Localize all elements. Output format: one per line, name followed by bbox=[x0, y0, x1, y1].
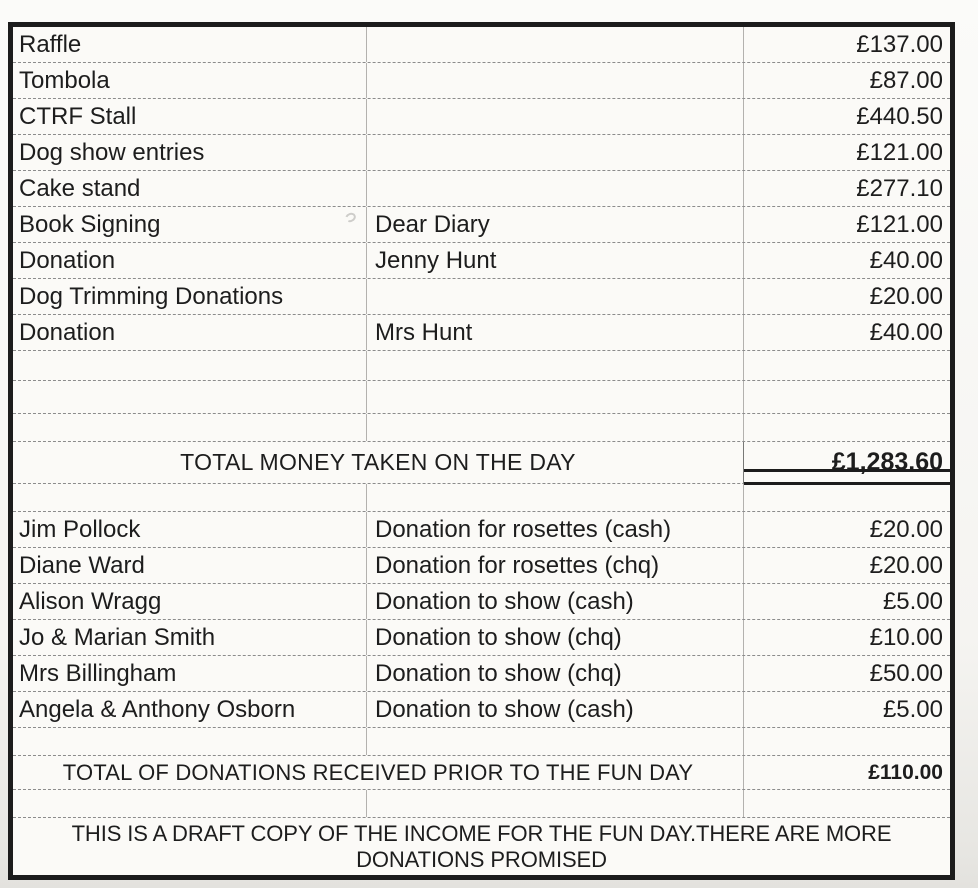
item-detail-cell: Donation to show (cash) bbox=[367, 584, 744, 619]
item-amount-cell: £277.10 bbox=[856, 174, 943, 202]
item-name-cell: CTRF Stall bbox=[13, 99, 367, 134]
table-row bbox=[13, 171, 950, 207]
item-detail-cell: Jenny Hunt bbox=[367, 243, 744, 278]
item-detail-cell: Donation for rosettes (chq) bbox=[367, 548, 744, 583]
empty-cell bbox=[744, 484, 950, 511]
item-amount-cell: £5.00 bbox=[882, 695, 943, 723]
item-amount-cell: £121.00 bbox=[856, 138, 943, 166]
item-name-cell: Book Signing bbox=[13, 207, 367, 242]
table-row bbox=[13, 315, 950, 351]
table-row bbox=[13, 656, 950, 692]
table-row bbox=[13, 27, 950, 63]
item-name-cell: Cake stand bbox=[13, 171, 367, 206]
item-detail-cell bbox=[367, 279, 744, 314]
item-amount-cell: £87.00 bbox=[869, 66, 943, 94]
table-row bbox=[13, 63, 950, 99]
empty-cell bbox=[744, 351, 950, 380]
item-detail-cell: Mrs Hunt bbox=[367, 315, 744, 350]
empty-cell bbox=[13, 728, 367, 755]
item-name-cell: Mrs Billingham bbox=[13, 656, 367, 691]
item-amount-cell: £10.00 bbox=[869, 623, 943, 651]
item-amount-cell: £440.50 bbox=[856, 102, 943, 130]
item-amount-cell: £20.00 bbox=[869, 282, 943, 310]
item-amount-cell: £137.00 bbox=[856, 30, 943, 58]
item-name-cell: Tombola bbox=[13, 63, 367, 98]
total-donations-amount: £110.00 bbox=[868, 760, 943, 784]
table-row bbox=[13, 279, 950, 315]
item-name-cell: Angela & Anthony Osborn bbox=[13, 692, 367, 727]
total-donations-row bbox=[13, 756, 950, 790]
draft-note-text bbox=[13, 818, 950, 875]
item-name-cell: Raffle bbox=[13, 27, 367, 62]
table-row bbox=[13, 692, 950, 728]
table-row bbox=[13, 135, 950, 171]
item-amount-cell: £20.00 bbox=[869, 515, 943, 543]
total-money-label: TOTAL MONEY TAKEN ON THE DAY bbox=[13, 442, 744, 483]
item-amount-cell: £40.00 bbox=[869, 318, 943, 346]
empty-row bbox=[13, 728, 950, 756]
total-donations-label: TOTAL OF DONATIONS RECEIVED PRIOR TO THE FUN DAY bbox=[13, 756, 744, 789]
empty-cell bbox=[367, 484, 744, 511]
item-amount-cell: £50.00 bbox=[869, 659, 943, 687]
item-amount-cell: £20.00 bbox=[869, 551, 943, 579]
empty-cell bbox=[744, 728, 950, 755]
empty-cell bbox=[367, 728, 744, 755]
empty-cell bbox=[367, 381, 744, 413]
item-detail-cell bbox=[367, 171, 744, 206]
item-detail-cell: Donation to show (chq) bbox=[367, 620, 744, 655]
item-name-cell: Donation bbox=[13, 315, 367, 350]
empty-cell bbox=[367, 351, 744, 380]
item-name-cell: Jim Pollock bbox=[13, 512, 367, 547]
draft-note-line2: DONATIONS PROMISED bbox=[356, 846, 607, 872]
table-row bbox=[13, 243, 950, 279]
table-row bbox=[13, 207, 950, 243]
empty-cell bbox=[744, 790, 950, 817]
item-detail-cell bbox=[367, 63, 744, 98]
item-detail-cell bbox=[367, 99, 744, 134]
table-row bbox=[13, 512, 950, 548]
item-name-cell: Alison Wragg bbox=[13, 584, 367, 619]
total-money-row bbox=[13, 442, 950, 484]
item-name-cell: Donation bbox=[13, 243, 367, 278]
empty-cell bbox=[367, 790, 744, 817]
income-table bbox=[8, 22, 955, 880]
empty-row bbox=[13, 381, 950, 414]
item-name-cell: Diane Ward bbox=[13, 548, 367, 583]
table-row bbox=[13, 99, 950, 135]
empty-cell bbox=[744, 414, 950, 441]
item-amount-cell: £121.00 bbox=[856, 210, 943, 238]
item-detail-cell: Donation to show (chq) bbox=[367, 656, 744, 691]
empty-cell bbox=[13, 381, 367, 413]
item-name-cell: Dog show entries bbox=[13, 135, 367, 170]
item-detail-cell: Donation for rosettes (cash) bbox=[367, 512, 744, 547]
draft-note-row bbox=[13, 818, 950, 875]
table-row bbox=[13, 584, 950, 620]
item-name-cell: Jo & Marian Smith bbox=[13, 620, 367, 655]
item-detail-cell: Dear Diary bbox=[367, 207, 744, 242]
empty-row bbox=[13, 790, 950, 818]
empty-row bbox=[13, 414, 950, 442]
empty-cell bbox=[367, 414, 744, 441]
empty-cell bbox=[13, 484, 367, 511]
item-name-cell: Dog Trimming Donations bbox=[13, 279, 367, 314]
income-table-rows bbox=[13, 27, 950, 875]
item-detail-cell bbox=[367, 135, 744, 170]
empty-cell bbox=[13, 790, 367, 817]
empty-cell bbox=[13, 351, 367, 380]
empty-cell bbox=[744, 381, 950, 413]
total-money-amount: £1,283.60 bbox=[744, 442, 950, 483]
item-amount-cell: £40.00 bbox=[869, 246, 943, 274]
table-row bbox=[13, 548, 950, 584]
draft-note-line1: THIS IS A DRAFT COPY OF THE INCOME FOR THE FUN DAY.THERE ARE MORE bbox=[71, 820, 892, 846]
table-row bbox=[13, 620, 950, 656]
empty-row bbox=[13, 351, 950, 381]
empty-cell bbox=[13, 414, 367, 441]
item-detail-cell bbox=[367, 27, 744, 62]
empty-row bbox=[13, 484, 950, 512]
item-amount-cell: £5.00 bbox=[882, 587, 943, 615]
item-detail-cell: Donation to show (cash) bbox=[367, 692, 744, 727]
